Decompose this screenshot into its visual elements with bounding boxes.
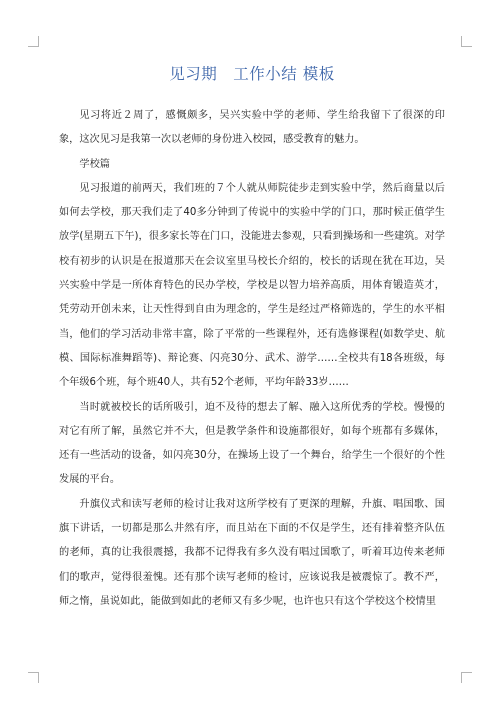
crop-mark-top-right: [461, 36, 472, 47]
crop-mark-top-left: [28, 36, 39, 47]
paragraph-flag-ceremony: 升旗仪式和读写老师的检讨让我对这所学校有了更深的理解，升旗、唱国歌、国旗下讲话，一切都是那么井然有序，而且站在下面的不仅是学生，还有排着整齐队伍的老师，真的让我很震撼，我都不记得我有多久没有唱过国歌了，听着耳边传来老师们的歌声，觉得很羞愧。还有那个读写老师的检讨，应该说我是被震惊了。教不严，师之惰，虽说如此，能做到如此的老师又有多少呢，也许也只有这个学校这个校情里: [59, 498, 445, 607]
paragraph-school-intro: 见习报道的前两天，我们班的７个人就从师院徒步走到实验中学，然后商量以后如何去学校，那天我们走了40多分钟到了传说中的实验中学的门口，那时候正值学生放学(星期五下午)，很多家长等在门口，没能进去参观，只看到操场和一些建筑。对学校有初步的认识是在报道那天在会议室里马校长介绍的，校长的话现在犹在耳边，吴兴实验中学是一所体育特色的民办学校，学校是以智力培养高质，用体育锻造英才，凭劳动开创未来，让天性得到自由为理念的，学生是经过严格筛选的，学生的水平相当，他们的学习活动非常丰富，除了平常的一些课程外，还有选修课程(如数学史、航模、国际标准舞蹈等)、辩论赛、闪亮30分、武术、游学……全校共有18各班级，每个年级6个班，每个班40人，共有52个老师，平均年龄33岁……: [59, 182, 445, 389]
crop-mark-bottom-left: [28, 672, 39, 683]
crop-mark-bottom-right: [461, 672, 472, 683]
section-heading-school: 学校篇: [79, 158, 110, 170]
document-body: [59, 62, 445, 614]
paragraph-first-impression: 当时就被校长的话所吸引，迫不及待的想去了解、融入这所优秀的学校。慢慢的对它有所了解，虽然它并不大，但是教学条件和设施都很好，如每个班都有多媒体，还有一些活动的设备，如闪亮30分，在操场上设了一个舞台，给学生一个很好的个性发展的平台。: [59, 401, 445, 486]
paragraph-intro: 见习将近２周了，感慨颇多，吴兴实验中学的老师、学生给我留下了很深的印象，这次见习是我第一次以老师的身份进入校园，感受教育的魅力。: [59, 110, 445, 146]
document-title: 见习期 工作小结 模板: [169, 65, 335, 83]
